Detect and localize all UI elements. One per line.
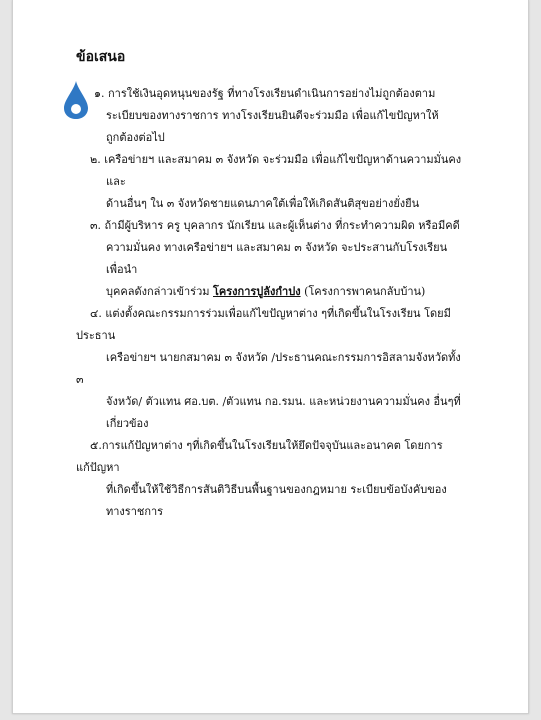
text-line-2: ระเบียบของทางราชการ ทางโรงเรียนยินดีจะร่วมมือ เพื่อแก้ไขปัญหาให้ <box>106 109 439 122</box>
text-line-4: ๒. เครือข่ายฯ และสมาคม ๓ จังหวัด จะร่วมมือ เพื่อแก้ไขปัญหาด้านความมั่นคง <box>90 153 462 166</box>
text-line-19: ที่เกิดขึ้นให้ใช้วิธีการสันติวิธีบนพื้นฐานของกฎหมาย ระเบียบข้อบังคับของ <box>106 483 447 496</box>
text-line-6: ด้านอื่นๆ ใน ๓ จังหวัดชายแดนภาคใต้เพื่อให้เกิดสันติสุขอย่างยั่งยืน <box>106 197 420 210</box>
text-line-10-pre: บุคคลดังกล่าวเข้าร่วม <box>106 285 213 298</box>
text-line-8: ความมั่นคง ทางเครือข่ายฯ และสมาคม ๓ จังหวัด จะประสานกับโรงเรียน <box>106 241 448 254</box>
text-line-7: ๓. ถ้ามีผู้บริหาร ครู บุคลากร นักเรียน และผู้เห็นต่าง ที่กระทำความผิด หรือมีคดี <box>90 219 460 232</box>
text-line-14: ๓ <box>76 373 84 386</box>
text-line-3: ถูกต้องต่อไป <box>106 131 165 144</box>
text-line-12: ประธาน <box>76 329 116 342</box>
text-line-9: เพื่อนำ <box>106 263 138 276</box>
project-name-link: โครงการปูลังกำปง <box>213 285 301 298</box>
text-line-13: เครือข่ายฯ นายกสมาคม ๓ จังหวัด /ประธานคณะกรรมการอิสลามจังหวัดทั้ง <box>106 351 461 364</box>
text-line-16: เกี่ยวข้อง <box>106 417 149 430</box>
water-drop-icon <box>62 80 90 120</box>
text-line-5: และ <box>106 175 126 188</box>
text-line-18: แก้ปัญหา <box>76 461 120 474</box>
section-heading: ข้อเสนอ <box>76 49 126 65</box>
text-line-1: ๑. การใช้เงินอุดหนุนของรัฐ ที่ทางโรงเรียนดำเนินการอย่างไม่ถูกต้องตาม <box>94 87 436 100</box>
text-line-20: ทางราชการ <box>106 505 164 518</box>
text-line-10-post: (โครงการพาคนกลับบ้าน) <box>300 285 426 298</box>
text-line-17: ๕.การแก้ปัญหาต่าง ๆที่เกิดขึ้นในโรงเรียนให้ยึดปัจจุบันและอนาคต โดยการ <box>90 439 443 452</box>
text-line-11: ๔. แต่งตั้งคณะกรรมการร่วมเพื่อแก้ไขปัญหาต่าง ๆที่เกิดขึ้นในโรงเรียน โดยมี <box>90 307 451 320</box>
text-line-15: จังหวัด/ ตัวแทน ศอ.บต. /ตัวแทน กอ.รมน. และหน่วยงานความมั่นคง อื่นๆที่ <box>106 395 461 408</box>
text-line-10 <box>106 284 425 300</box>
